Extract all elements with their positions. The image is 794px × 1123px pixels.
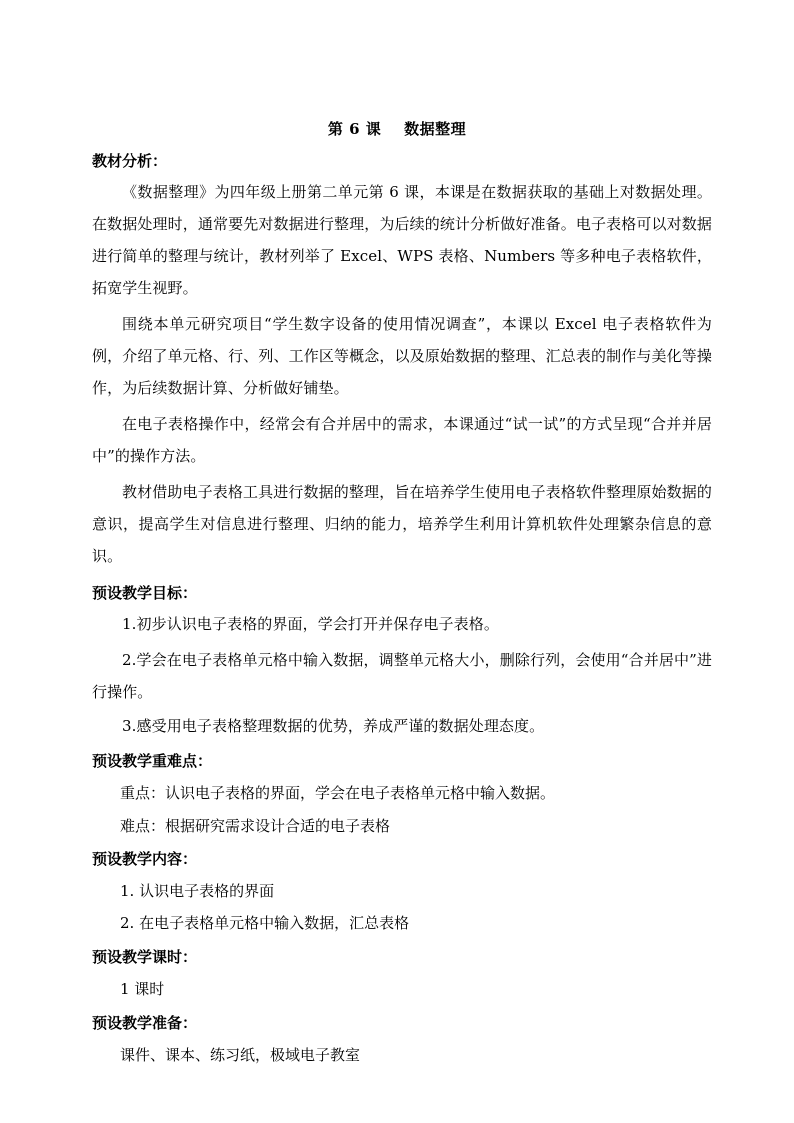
goal-item-3: 3.感受用电子表格整理数据的优势，养成严谨的数据处理态度。 — [122, 717, 545, 735]
content-item-1: 1. 认识电子表格的界面 — [120, 882, 275, 900]
key-point-text: 重点：认识电子表格的界面，学会在电子表格单元格中输入数据。 — [120, 784, 556, 802]
heading-content: 预设教学内容： — [92, 850, 198, 868]
goal-item-1: 1.初步认识电子表格的界面，学会打开并保存电子表格。 — [122, 615, 499, 633]
heading-hours: 预设教学课时： — [92, 948, 198, 966]
page-title: 第 6 课 数据整理 — [327, 120, 467, 138]
analysis-paragraph-3: 在电子表格操作中，经常会有合并居中的需求，本课通过“试一试”的方式呈现“合并并居中”的操作方法。 — [92, 415, 712, 465]
analysis-paragraph-2: 围绕本单元研究项目“学生数字设备的使用情况调查”，本课以 Excel 电子表格软件为例，介绍了单元格、行、列、工作区等概念，以及原始数据的整理、汇总表的制作与美化等操作，为后续数据计算、分析做好铺垫。 — [92, 315, 712, 397]
heading-analysis: 教材分析： — [92, 152, 168, 170]
difficulty-text: 难点：根据研究需求设计合适的电子表格 — [120, 817, 391, 835]
analysis-paragraph-1: 《数据整理》为四年级上册第二单元第 6 课，本课是在数据获取的基础上对数据处理。在数据处理时，通常要先对数据进行整理，为后续的统计分析做好准备。电子表格可以对数据进行简单的整理与统计，教材列举了 Excel、WPS 表格、Numbers 等多种电子表格软件，拓宽学生视野。 — [92, 183, 712, 297]
content-item-2: 2. 在电子表格单元格中输入数据，汇总表格 — [120, 914, 410, 932]
preparation-value: 课件、课本、练习纸，极域电子教室 — [120, 1046, 361, 1064]
goal-item-2: 2.学会在电子表格单元格中输入数据，调整单元格大小，删除行列，会使用“合并居中”进行操作。 — [92, 651, 712, 701]
analysis-paragraph-4: 教材借助电子表格工具进行数据的整理，旨在培养学生使用电子表格软件整理原始数据的意识，提高学生对信息进行整理、归纳的能力，培养学生利用计算机软件处理繁杂信息的意识。 — [92, 483, 712, 565]
heading-goals: 预设教学目标： — [92, 584, 198, 602]
hours-value: 1 课时 — [120, 980, 165, 998]
heading-preparation: 预设教学准备： — [92, 1014, 198, 1032]
heading-key-points: 预设教学重难点： — [92, 752, 213, 770]
